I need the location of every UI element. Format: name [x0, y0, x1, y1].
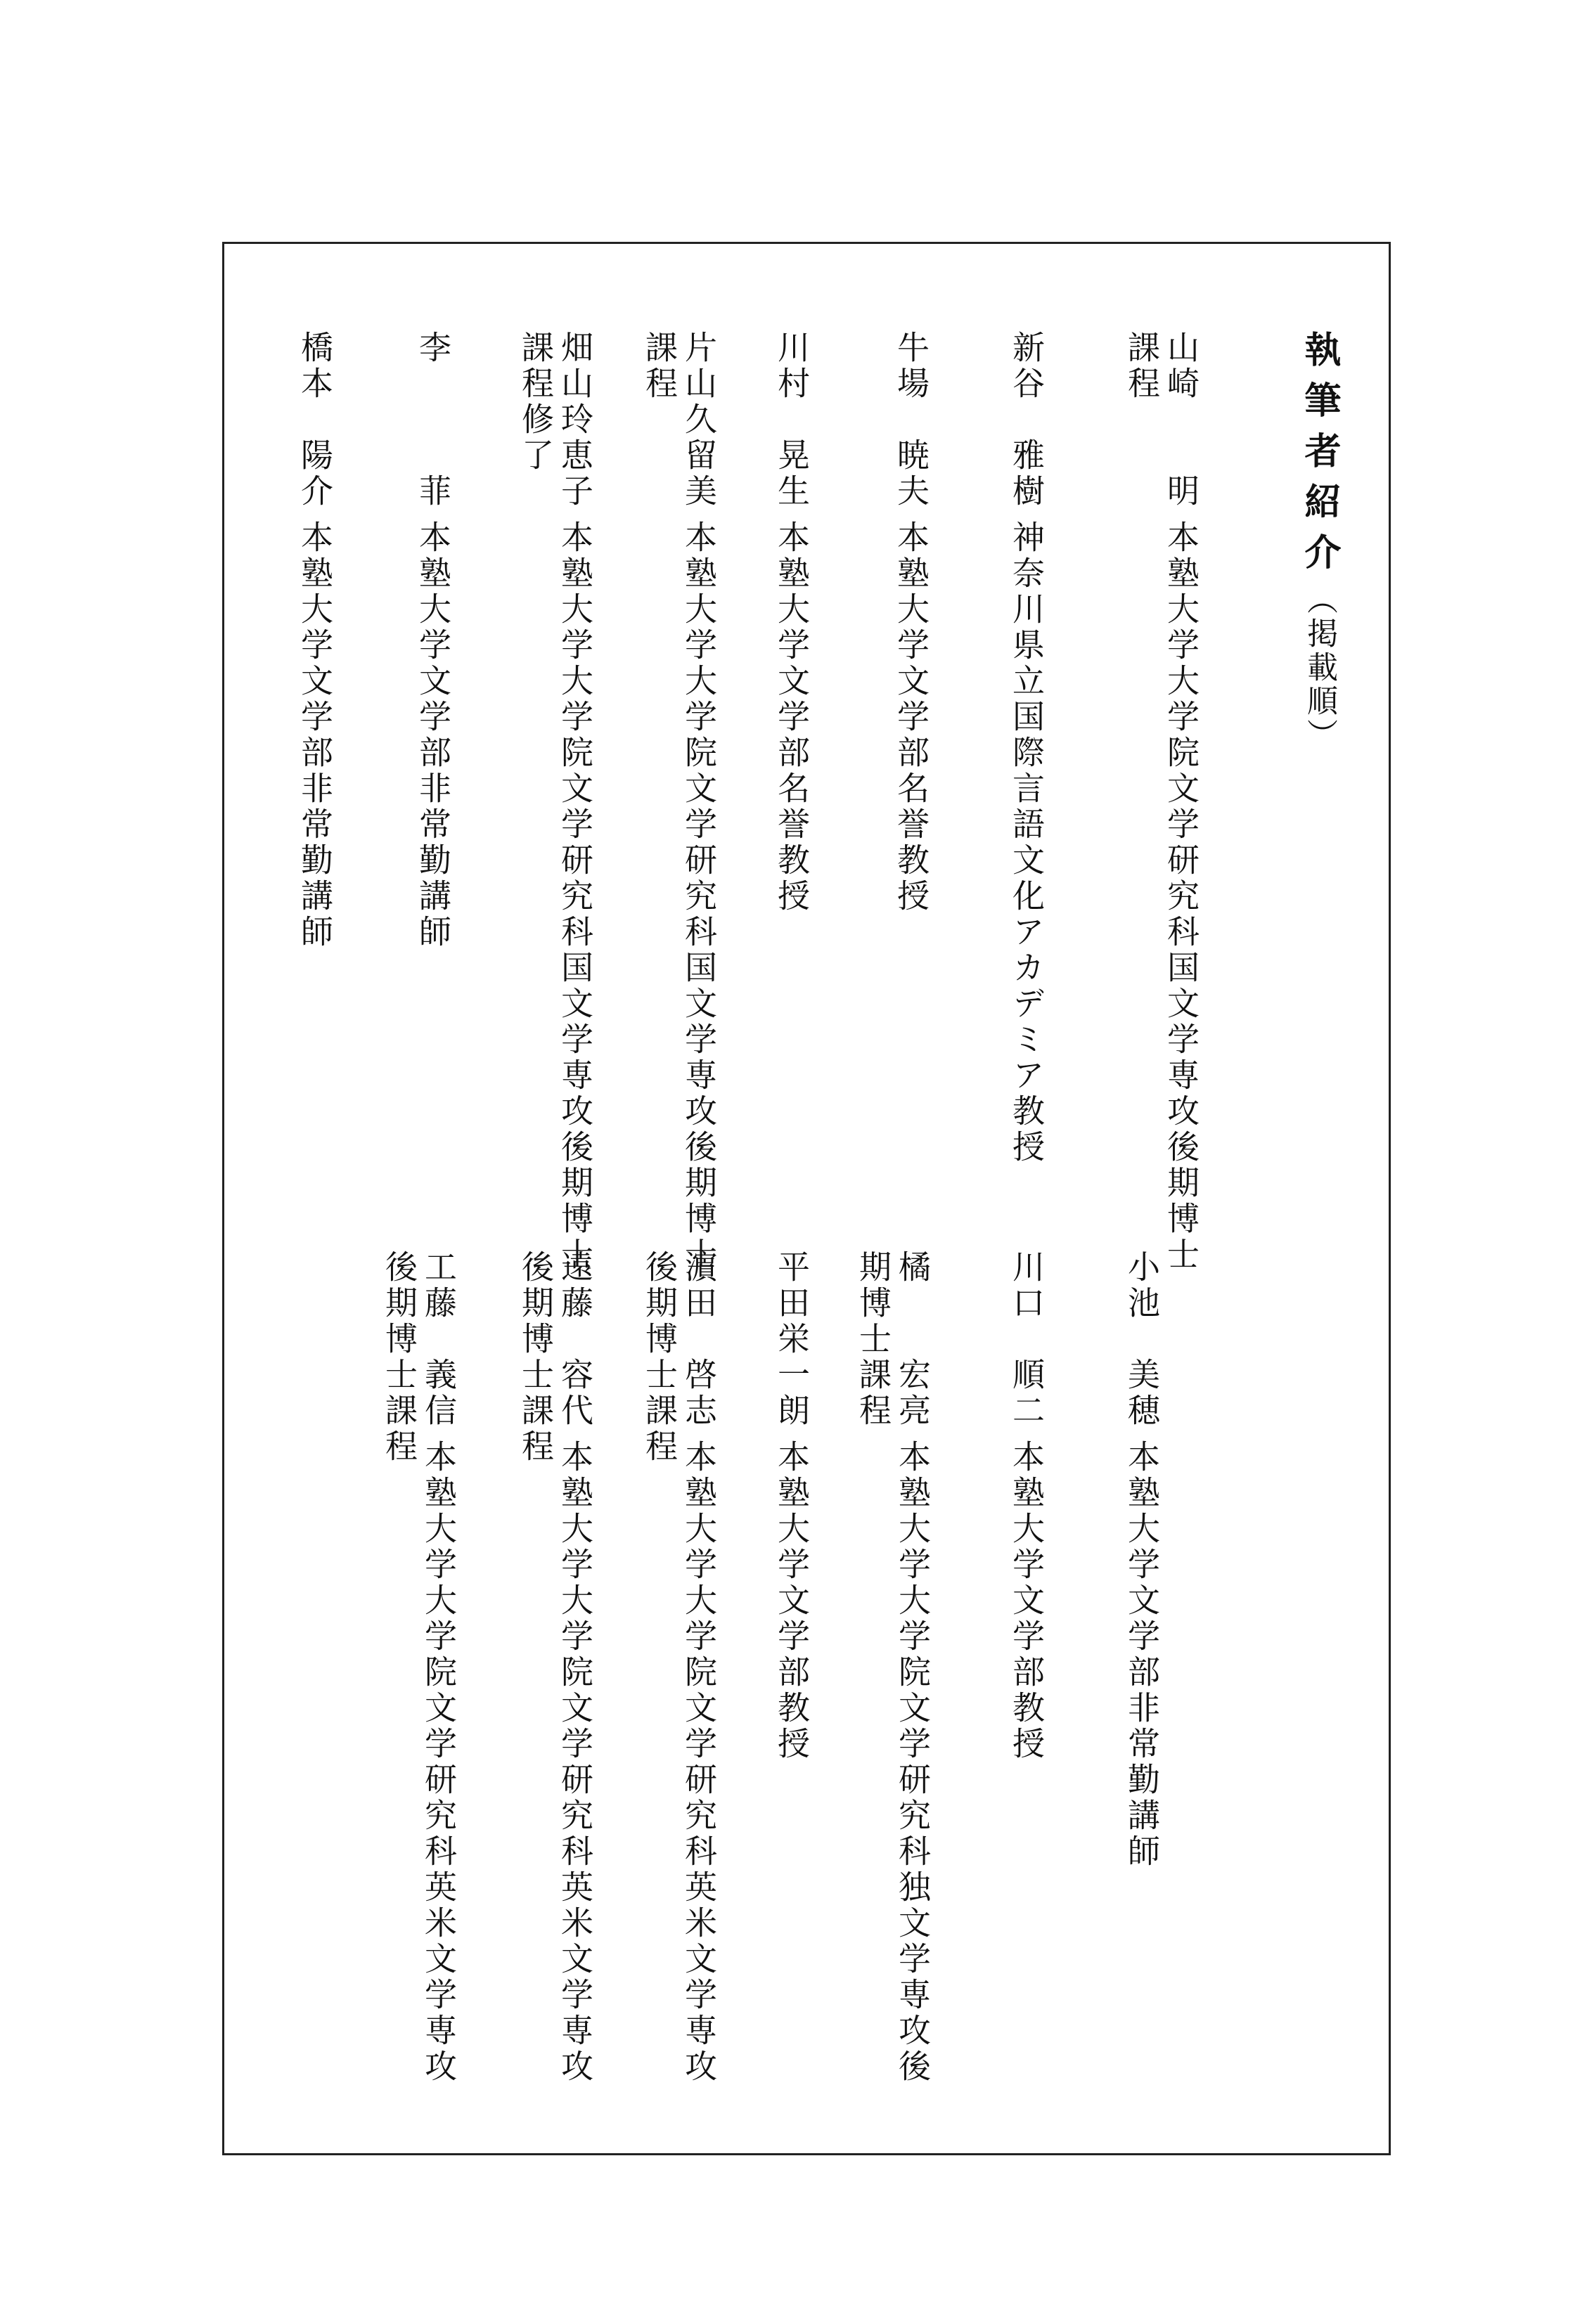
contributor-name: 橋本 陽介 [296, 330, 334, 510]
contributor-name: 畑山玲恵子 [556, 330, 594, 510]
contributor-affiliation: 本塾大学大学院文学研究科国文学専攻後期博士課程修了 [517, 330, 594, 1273]
contributor-entry [854, 1250, 932, 2107]
title-text: 執筆者紹介 [1298, 330, 1341, 583]
contributor-affiliation: 本塾大学文学部非常勤講師 [414, 520, 452, 950]
contributor-entry [1007, 1250, 1046, 2107]
contributor-name: 平田栄一朗 [773, 1250, 811, 1429]
contributor-entry [892, 330, 931, 1300]
contributor-affiliation: 本塾大学大学院文学研究科国文学専攻後期博士課程 [1123, 330, 1200, 1273]
page-title [1298, 330, 1340, 752]
contributor-entry [640, 1250, 719, 2107]
contributor-affiliation: 本塾大学大学院文学研究科国文学専攻後期博士課程 [641, 330, 718, 1273]
contributor-entry [295, 330, 335, 1300]
contributor-entry [1007, 330, 1046, 1300]
contributor-name: 牛場 暁夫 [892, 330, 930, 510]
contributor-affiliation: 神奈川県立国際言語文化アカデミア教授 [1008, 520, 1046, 1166]
contributor-name: 新谷 雅樹 [1008, 330, 1046, 510]
contributor-affiliation: 本塾大学文学部名誉教授 [892, 520, 930, 915]
contributor-entry [772, 1250, 811, 2107]
contributor-entry [640, 330, 719, 1300]
contributor-entry [413, 330, 453, 1300]
contributor-affiliation: 本塾大学大学院文学研究科英米文学専攻後期博士課程 [517, 1250, 594, 2085]
contributor-name: 小池 美穂 [1123, 1250, 1161, 1429]
contributor-name: 川口 順二 [1008, 1250, 1046, 1429]
contributor-affiliation: 本塾大学文学部非常勤講師 [1123, 1440, 1161, 1870]
contributor-name: 片山久留美 [680, 330, 718, 510]
contributor-affiliation: 本塾大学大学院文学研究科英米文学専攻後期博士課程 [641, 1250, 718, 2085]
contributor-affiliation: 本塾大学文学部教授 [1008, 1440, 1046, 1762]
contributor-entry [772, 330, 811, 1300]
contributor-affiliation: 本塾大学大学院文学研究科独文学専攻後期博士課程 [854, 1250, 932, 2085]
contributor-name: 工藤 義信 [420, 1250, 458, 1429]
contributor-affiliation: 本塾大学文学部非常勤講師 [296, 520, 334, 950]
contributor-entry [516, 330, 595, 1300]
contributor-name: 李 菲 [414, 330, 452, 510]
contributor-affiliation: 本塾大学文学部教授 [773, 1440, 811, 1762]
contributor-entry [516, 1250, 595, 2107]
contributor-entry [1122, 1250, 1162, 2107]
contributor-name: 川村 晃生 [773, 330, 811, 510]
contributor-affiliation: 本塾大学大学院文学研究科英米文学専攻後期博士課程 [380, 1250, 458, 2085]
contributor-affiliation: 本塾大学文学部名誉教授 [773, 520, 811, 915]
contributor-entry [1122, 330, 1201, 1300]
contributor-name: 橘 宏亮 [894, 1250, 932, 1429]
contributor-name: 山崎 明 [1162, 330, 1200, 510]
contributor-name: 遠藤 容代 [556, 1250, 594, 1429]
title-subtitle: （掲載順） [1301, 583, 1337, 752]
contributor-name: 濵田 啓志 [680, 1250, 718, 1429]
contributor-entry [380, 1250, 458, 2107]
